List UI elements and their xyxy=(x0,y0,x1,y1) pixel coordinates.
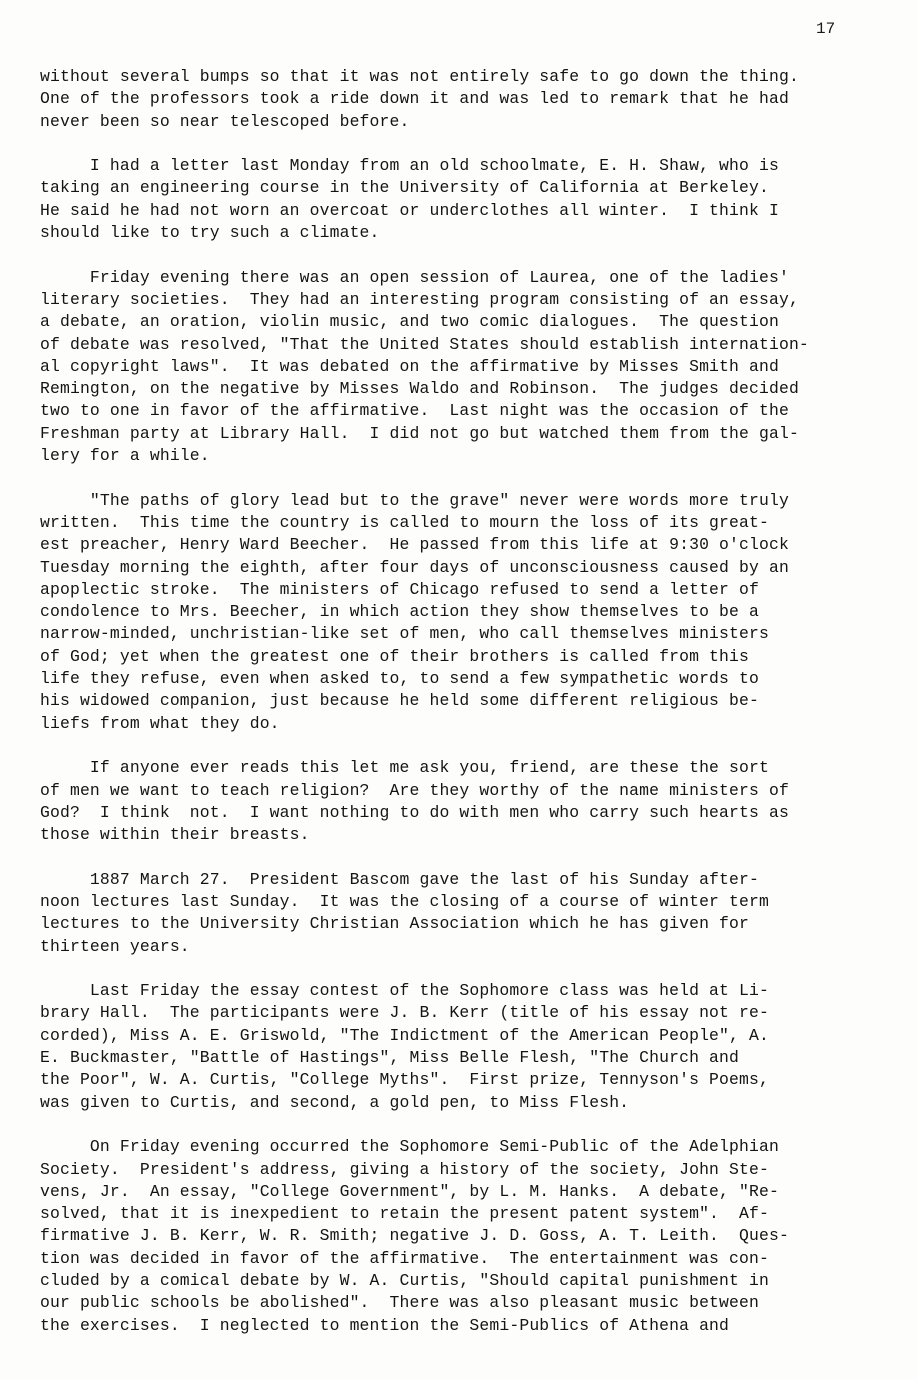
paragraph xyxy=(40,490,888,735)
text-line: the exercises. I neglected to mention the Semi-Publics of Athena and xyxy=(40,1315,730,1335)
text-line: Last Friday the essay contest of the Sophomore class was held at Li- xyxy=(40,981,769,1001)
text-line: the Poor", W. A. Curtis, "College Myths". First prize, Tennyson's Poems, xyxy=(40,1070,769,1090)
text-line: his widowed companion, just because he held some different religious be- xyxy=(40,691,759,711)
paragraph xyxy=(40,980,888,1114)
text-line: On Friday evening occurred the Sophomore Semi-Public of the Adelphian xyxy=(40,1137,779,1157)
text-line: E. Buckmaster, "Battle of Hastings", Miss Belle Flesh, "The Church and xyxy=(40,1048,740,1068)
text-line: One of the professors took a ride down it and was led to remark that he had xyxy=(40,89,789,109)
text-line: life they refuse, even when asked to, to send a few sympathetic words to xyxy=(40,669,759,689)
text-line: solved, that it is inexpedient to retain the present patent system". Af- xyxy=(40,1204,769,1224)
text-line: brary Hall. The participants were J. B. Kerr (title of his essay not re- xyxy=(40,1003,769,1023)
text-line: Friday evening there was an open session of Laurea, one of the ladies' xyxy=(40,267,789,287)
text-line: Freshman party at Library Hall. I did not go but watched them from the gal- xyxy=(40,423,799,443)
text-line: tion was decided in favor of the affirmative. The entertainment was con- xyxy=(40,1248,769,1268)
text-line: Tuesday morning the eighth, after four days of unconsciousness caused by an xyxy=(40,557,789,577)
text-line: never been so near telescoped before. xyxy=(40,111,410,131)
text-line: condolence to Mrs. Beecher, in which action they show themselves to be a xyxy=(40,602,759,622)
page-number: 17 xyxy=(816,20,836,38)
text-line: "The paths of glory lead but to the grave" never were words more truly xyxy=(40,490,789,510)
text-line: lectures to the University Christian Association which he has given for xyxy=(40,914,750,934)
text-line: apoplectic stroke. The ministers of Chicago refused to send a letter of xyxy=(40,579,759,599)
text-line: our public schools be abolished". There was also pleasant music between xyxy=(40,1293,759,1313)
text-line: firmative J. B. Kerr, W. R. Smith; negative J. D. Goss, A. T. Leith. Ques- xyxy=(40,1226,789,1246)
paragraph xyxy=(40,757,888,846)
text-line: noon lectures last Sunday. It was the closing of a course of winter term xyxy=(40,891,769,911)
text-line: should like to try such a climate. xyxy=(40,223,380,243)
text-line: God? I think not. I want nothing to do with men who carry such hearts as xyxy=(40,802,789,822)
text-line: of debate was resolved, "That the United States should establish internation- xyxy=(40,334,809,354)
text-line: taking an engineering course in the University of California at Berkeley. xyxy=(40,178,769,198)
text-line: written. This time the country is called to mourn the loss of its great- xyxy=(40,512,769,532)
text-line: cluded by a comical debate by W. A. Curtis, "Should capital punishment in xyxy=(40,1271,769,1291)
text-line: of men we want to teach religion? Are they worthy of the name ministers of xyxy=(40,780,789,800)
text-line: narrow-minded, unchristian-like set of men, who call themselves ministers xyxy=(40,624,769,644)
paragraph xyxy=(40,155,888,244)
text-line: corded), Miss A. E. Griswold, "The Indictment of the American People", A. xyxy=(40,1025,769,1045)
text-line: lery for a while. xyxy=(40,446,210,466)
text-line: If anyone ever reads this let me ask you, friend, are these the sort xyxy=(40,758,769,778)
text-line: without several bumps so that it was not entirely safe to go down the thing. xyxy=(40,67,799,86)
text-line: vens, Jr. An essay, "College Government", by L. M. Hanks. A debate, "Re- xyxy=(40,1181,779,1201)
text-line: those within their breasts. xyxy=(40,825,310,845)
text-line: two to one in favor of the affirmative. Last night was the occasion of the xyxy=(40,401,789,421)
text-line: was given to Curtis, and second, a gold pen, to Miss Flesh. xyxy=(40,1092,630,1112)
text-line: of God; yet when the greatest one of their brothers is called from this xyxy=(40,646,750,666)
text-line: Remington, on the negative by Misses Waldo and Robinson. The judges decided xyxy=(40,379,799,399)
typescript-body xyxy=(40,66,888,1359)
text-line: thirteen years. xyxy=(40,936,190,956)
text-line: a debate, an oration, violin music, and two comic dialogues. The question xyxy=(40,312,779,332)
paragraph xyxy=(40,66,888,133)
text-line: al copyright laws". It was debated on the affirmative by Misses Smith and xyxy=(40,356,779,376)
text-line: I had a letter last Monday from an old schoolmate, E. H. Shaw, who is xyxy=(40,156,779,176)
text-line: Society. President's address, giving a history of the society, John Ste- xyxy=(40,1159,769,1179)
text-line: liefs from what they do. xyxy=(40,713,280,733)
paragraph xyxy=(40,869,888,958)
paragraph xyxy=(40,1136,888,1337)
text-line: est preacher, Henry Ward Beecher. He passed from this life at 9:30 o'clock xyxy=(40,535,789,555)
paragraph xyxy=(40,267,888,468)
text-line: literary societies. They had an interesting program consisting of an essay, xyxy=(40,289,799,309)
text-line: He said he had not worn an overcoat or underclothes all winter. I think I xyxy=(40,200,779,220)
text-line: 1887 March 27. President Bascom gave the last of his Sunday after- xyxy=(40,869,759,889)
